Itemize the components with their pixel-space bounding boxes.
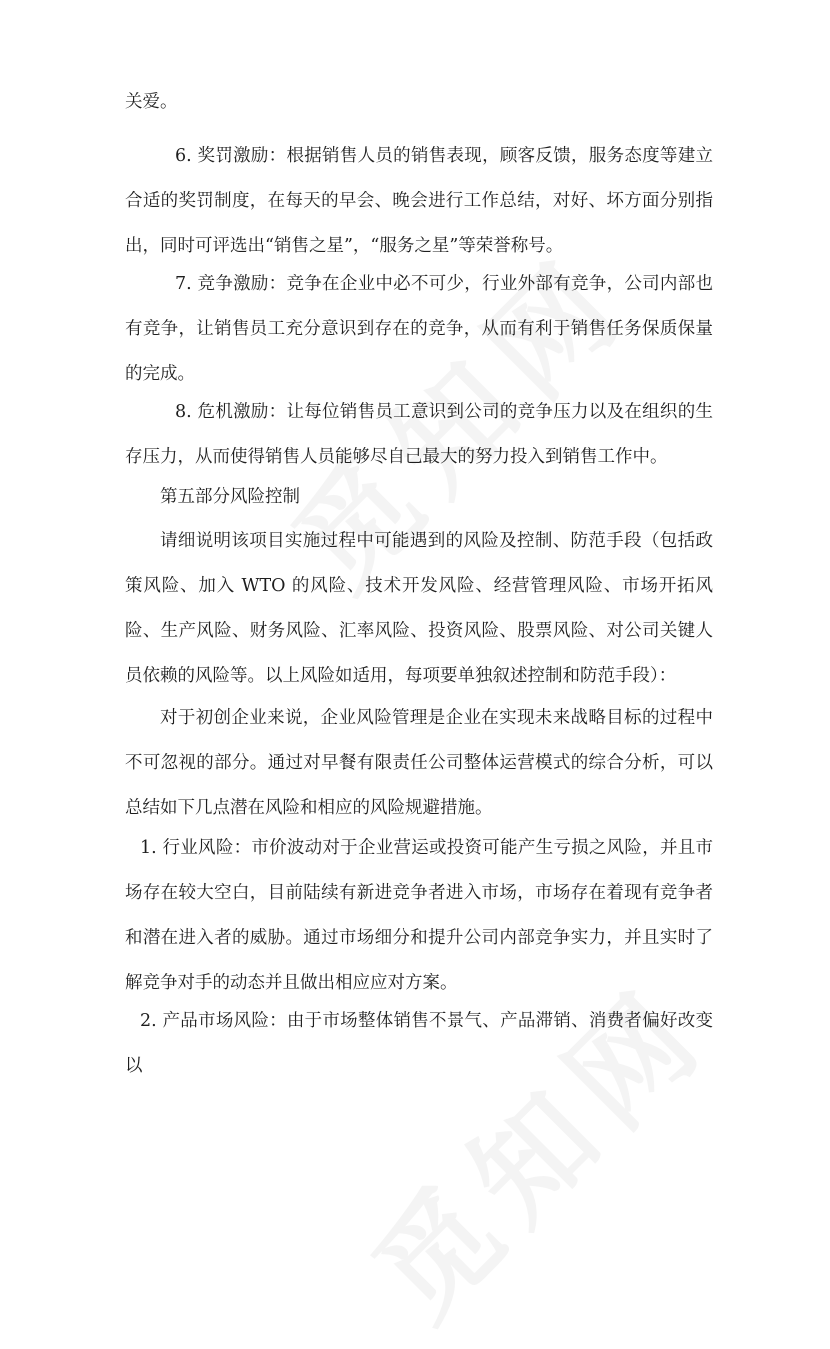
paragraph-continuation: 关爱。 [125, 92, 178, 112]
paragraph-reward-incentive: 6. 奖罚激励：根据销售人员的销售表现，顾客反馈，服务态度等建立合适的奖罚制度，在每天的早会、晚会进行工作总结，对好、坏方面分别指出，同时可评选出“销售之星”，“服务之星”等荣誉称号。 [125, 146, 713, 256]
paragraph-risk-overview: 对于初创企业来说，企业风险管理是企业在实现未来战略目标的过程中不可忽视的部分。通过对早餐有限责任公司整体运营模式的综合分析，可以总结如下几点潜在风险和相应的风险规避措施。 [125, 708, 713, 818]
paragraph-industry-risk: 1. 行业风险：市价波动对于企业营运或投资可能产生亏损之风险，并且市场存在较大空白，目前陆续有新进竞争者进入市场，市场存在着现有竞争者和潜在进入者的威胁。通过市场细分和提升公司内部竞争实力，并且实时了解竞争对手的动态并且做出相应应对方案。 [125, 838, 713, 993]
paragraph-competition-incentive: 7. 竞争激励：竞争在企业中必不可少，行业外部有竞争，公司内部也有竞争，让销售员工充分意识到存在的竞争，从而有利于销售任务保质保量的完成。 [125, 274, 713, 384]
paragraph-risk-instructions: 请细说明该项目实施过程中可能遇到的风险及控制、防范手段（包括政策风险、加入 WTO 的风险、技术开发风险、经营管理风险、市场开拓风险、生产风险、财务风险、汇率风险、投资风险、股票风险、对公司关键人员依赖的风险等。以上风险如适用，每项要单独叙述控制和防范手段）： [125, 531, 713, 686]
paragraph-crisis-incentive: 8. 危机激励：让每位销售员工意识到公司的竞争压力以及在组织的生存压力，从而使得销售人员能够尽自己最大的努力投入到销售工作中。 [125, 402, 713, 467]
section-heading: 第五部分风险控制 [160, 487, 300, 507]
paragraph-product-market-risk: 2. 产品市场风险：由于市场整体销售不景气、产品滞销、消费者偏好改变以 [125, 1011, 713, 1076]
